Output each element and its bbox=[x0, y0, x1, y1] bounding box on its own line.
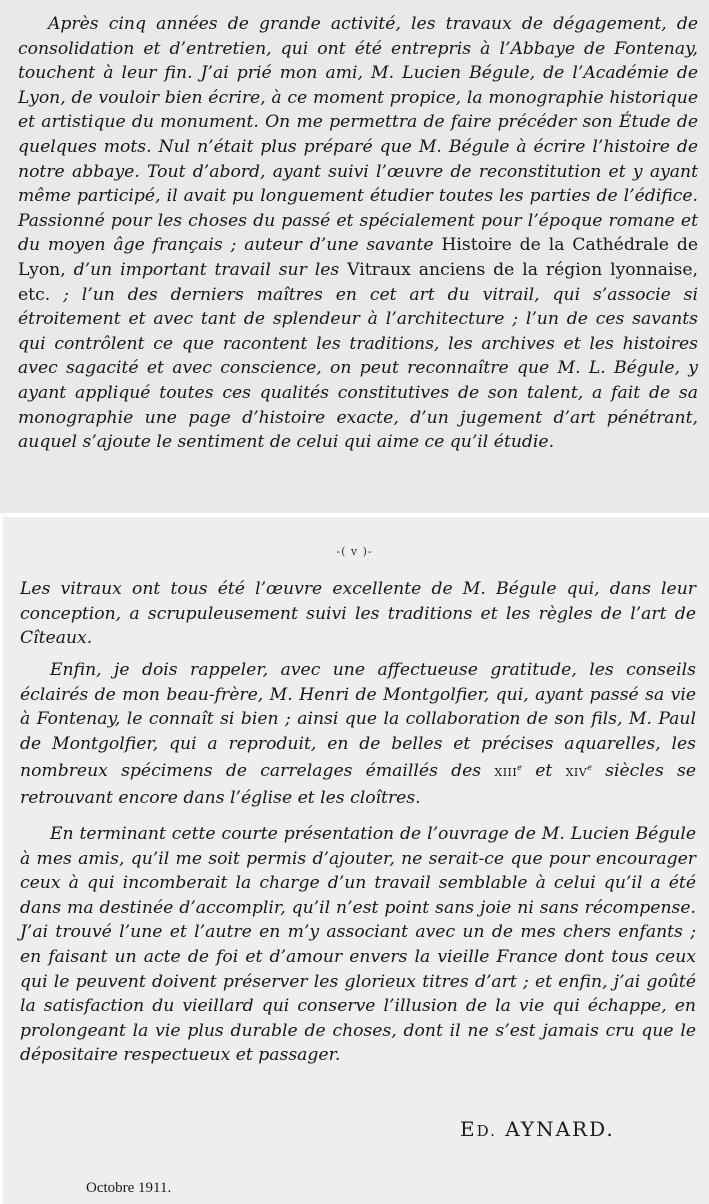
date-line: Octobre 1911. bbox=[86, 1180, 172, 1196]
page-number: -( v )- bbox=[336, 545, 373, 558]
book-title-cathedrale: Histoire de la Cathédrale de Lyon, bbox=[18, 235, 698, 280]
paragraph-vitraux: Les vitraux ont tous été l’œuvre excellente de M. Bégule qui, dans leur conception, a scrupuleusement suivi les traditions et les règles de l’art de Cîteaux. bbox=[20, 579, 696, 649]
book-title-vitraux: Vitraux anciens de la région lyonnaise, etc. bbox=[18, 259, 698, 305]
paragraph-gratitude bbox=[20, 658, 696, 811]
intro-text-1: Après cinq années de grande activité, les travaux de dégagement, de consolidation et d’entretien, qui ont été entrepris à l’Abbaye de Fontenay, touchent à leur fin. J’ai prié mon ami, M. Lucien Bégule, de l’Académie de Lyon, de vouloir bien écrire, à ce moment propice, la monographie historique et artistique du monument. On me permettra de faire précéder son Étude de quelques mots. Nul n’était plus préparé que M. Bégule à écrire l’histoire de notre abbaye. Tout d’abord, ayant suivi l’œuvre de reconstitution et y ayant même participé, il avait pu longuement étudier toutes les parties de l’édifice. Passionné pour les choses du passé et spécialement pour l’époque romane et du moyen âge français ; auteur d’une savante bbox=[18, 14, 698, 256]
gratitude-text-2: et bbox=[535, 761, 553, 782]
century-xiii: XIII bbox=[494, 766, 518, 780]
intro-text-3: ; l’un des derniers maîtres en cet art du vitrail, qui s’associe si étroitement et avec tant de splendeur à l’architecture ; l’un de ces savants qui contrôlent ce que racontent les traditions, les archives et les histoires avec sagacité et avec conscience, on peut reconnaître que M. L. Bégule, y ayant appliqué toutes ces qualités constitutives de son talent, a fait de sa monographie une page d’histoire exacte, d’un jugement d’art pénétrant, auquel s’ajoute le sentiment de celui qui aime ce qu’il étudie. bbox=[18, 284, 698, 453]
century-xiv: XIV bbox=[565, 766, 588, 780]
signature-initial: E bbox=[460, 1117, 477, 1141]
gratitude-text-1: Enfin, je dois rappeler, avec une affectueuse gratitude, les conseils éclairés de mon beau-frère, M. Henri de Montgolfier, qui, ayant passé sa vie à Fontenay, le connaît si bien ; ainsi que la collaboration de son fils, M. Paul de Montgolfier, qui a reproduit, en de belles et précises aquarelles, les nombreux spécimens de carrelages émaillés des bbox=[20, 660, 696, 782]
intro-text-2: d’un important travail sur les bbox=[73, 259, 340, 280]
century-xiv-suffix: e bbox=[587, 763, 592, 773]
author-signature bbox=[460, 1117, 615, 1141]
signature-initial-rest: D. bbox=[476, 1122, 497, 1140]
paragraph-closing: En terminant cette courte présentation de l’ouvrage de M. Lucien Bégule à mes amis, qu’il me soit permis d’ajouter, ne serait-ce que pour encourager ceux à qui incomberait la charge d’un travail semblable à celui qu’il a été dans ma destinée d’accomplir, qu’il n’est point sans joie ni sans récompense. J’ai trouvé l’une et l’autre en m’y associant avec un de mes chers enfants ; en faisant un acte de foi et d’amour envers la vieille France dont tous ceux qui le peuvent doivent préserver les glorieux titres d’art ; et enfin, j’ai goûté la satisfaction du vieillard qui conserve l’illusion de la vie qui échappe, en prolongeant la vie plus durable de choses, dont il ne s’est jamais cru que le dépositaire respectueux et passager. bbox=[20, 824, 696, 1066]
intro-paragraph bbox=[18, 12, 698, 455]
century-xiii-suffix: e bbox=[517, 763, 522, 773]
gratitude-text-3: siècles se retrouvant encore dans l’église et les cloîtres. bbox=[20, 761, 697, 808]
signature-surname: AYNARD. bbox=[505, 1117, 615, 1141]
